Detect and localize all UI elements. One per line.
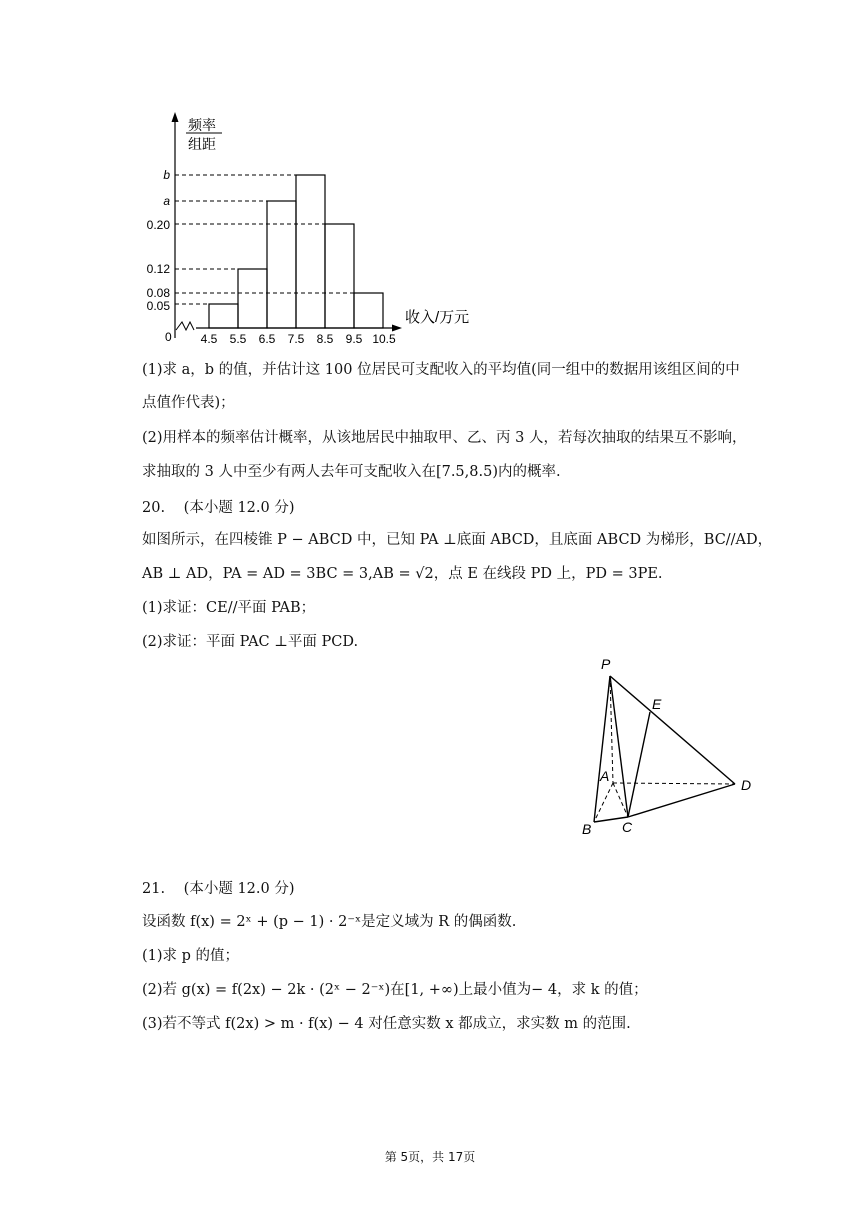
xtick-6.5: 6.5 <box>258 332 276 345</box>
q19-part2-line2: 求抽取的 3 人中至少有两人去年可支配收入在[7.5,8.5)内的概率. <box>142 464 561 480</box>
xtick-5.5: 5.5 <box>229 332 247 345</box>
ylabel-top: 频率 <box>188 117 216 133</box>
page-footer: 第 5页，共 17页 <box>384 1150 476 1164</box>
ylabel-bottom: 组距 <box>188 136 216 152</box>
xtick-4.5: 4.5 <box>200 332 218 345</box>
x-axis-arrow-icon <box>392 325 402 332</box>
q21-heading <box>142 877 295 898</box>
ytick-008: 0.08 <box>146 286 170 300</box>
q20-heading <box>142 496 295 517</box>
label-E: E <box>652 696 662 712</box>
q21-stem: 设函数 f(x) = 2ˣ + (p − 1) · 2⁻ˣ是定义域为 R 的偶函数. <box>142 914 517 930</box>
income-histogram <box>0 0 860 345</box>
q21-points: (本小题 12.0 分) <box>183 881 295 897</box>
q20-points: (本小题 12.0 分) <box>183 500 295 516</box>
ytick-b: b <box>163 168 170 182</box>
label-A: A <box>600 768 610 784</box>
xtick-9.5: 9.5 <box>345 332 363 345</box>
bar-9.5-10.5 <box>354 293 383 328</box>
y-axis-arrow-icon <box>172 112 179 122</box>
bar-7.5-8.5 <box>296 175 325 328</box>
q20-number: 20. <box>142 500 166 516</box>
q19-part1-line1: (1)求 a，b 的值，并估计这 100 位居民可支配收入的平均值(同一组中的数据用该组区间的中 <box>142 362 740 378</box>
axis-break-icon <box>176 322 194 330</box>
bar-8.5-9.5 <box>325 224 354 328</box>
q21-part1: (1)求 p 的值； <box>142 948 240 964</box>
q20-stem-line2: AB ⊥ AD，PA = AD = 3BC = 3,AB = √2，点 E 在线段 PD 上，PD = 3PE. <box>142 566 663 582</box>
q21-part3: (3)若不等式 f(2x) > m · f(x) − 4 对任意实数 x 都成立，求实数 m 的范围. <box>142 1016 631 1032</box>
label-B: B <box>582 821 592 837</box>
q21-number: 21. <box>142 881 166 897</box>
label-P: P <box>601 656 611 672</box>
q20-part1: (1)求证：CE//平面 PAB； <box>142 600 316 616</box>
xtick-7.5: 7.5 <box>287 332 305 345</box>
bar-5.5-6.5 <box>238 269 267 328</box>
xlabel: 收入/万元 <box>405 309 470 326</box>
q20-stem-line1: 如图所示，在四棱锥 P − ABCD 中，已知 PA ⊥底面 ABCD，且底面 ABCD 为梯形，BC//AD， <box>142 532 773 548</box>
xtick-10.5: 10.5 <box>372 332 396 345</box>
q19-part2-line1: (2)用样本的频率估计概率，从该地居民中抽取甲、乙、丙 3 人，若每次抽取的结果互不影响， <box>142 430 747 446</box>
q19-part1-line2: 点值作代表)； <box>142 395 235 411</box>
label-D: D <box>741 777 752 793</box>
label-C: C <box>622 819 633 835</box>
origin-label: 0 <box>165 330 172 344</box>
ytick-005: 0.05 <box>146 299 170 313</box>
ytick-a: a <box>163 194 170 208</box>
q20-part2: (2)求证：平面 PAC ⊥平面 PCD. <box>142 634 359 650</box>
ytick-012: 0.12 <box>146 262 170 276</box>
bar-6.5-7.5 <box>267 201 296 328</box>
ytick-020: 0.20 <box>146 218 170 232</box>
bar-4.5-5.5 <box>209 304 238 328</box>
xtick-8.5: 8.5 <box>316 332 334 345</box>
q21-part2: (2)若 g(x) = f(2x) − 2k · (2ˣ − 2⁻ˣ)在[1, +∞)上最小值为− 4，求 k 的值； <box>142 982 648 998</box>
